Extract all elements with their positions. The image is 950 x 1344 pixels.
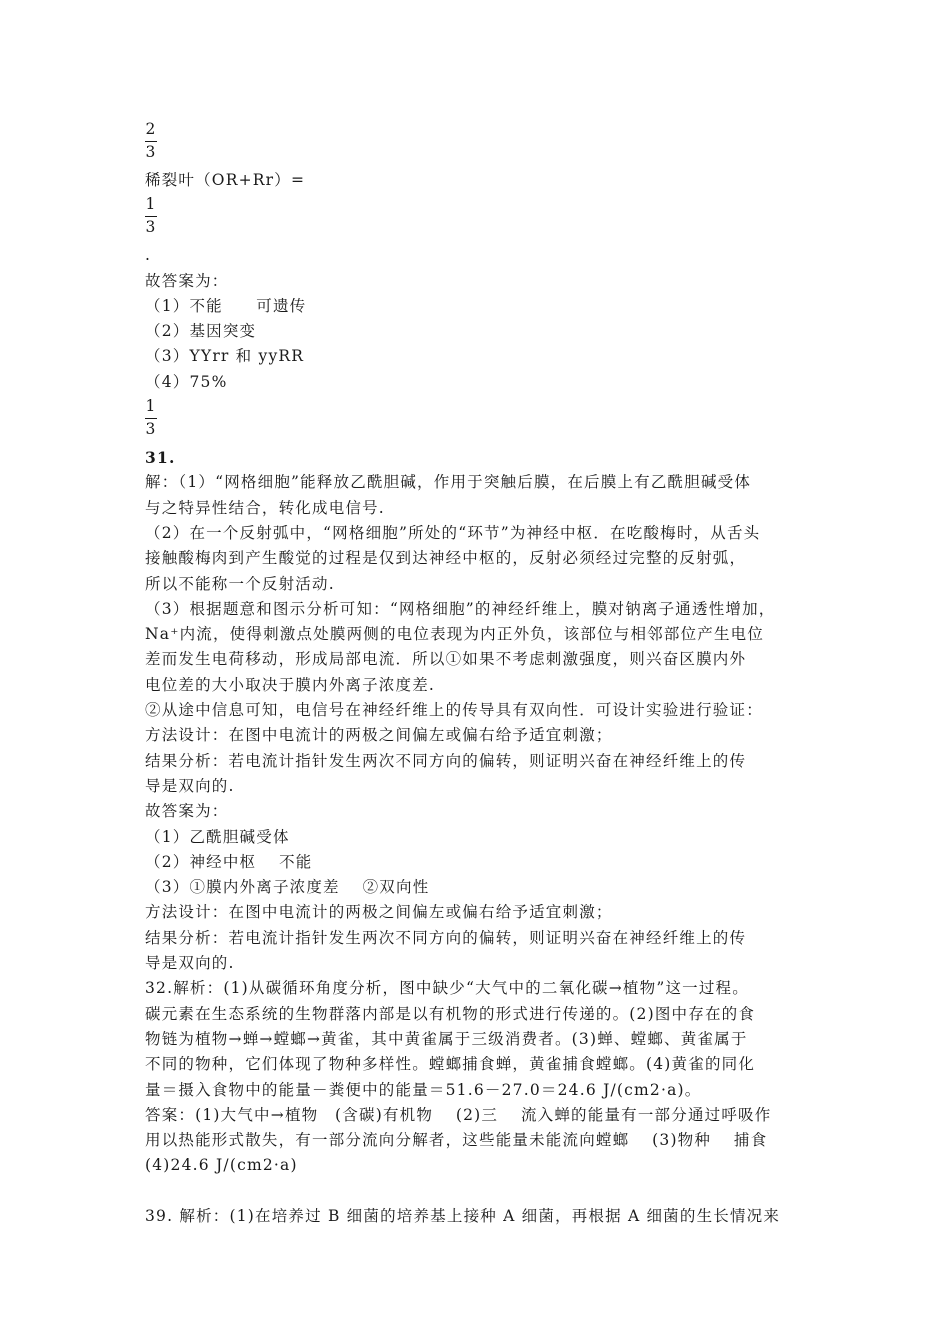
- q31-line: 电位差的大小取决于膜内外离子浓度差.: [145, 675, 436, 694]
- q32-line: (4)24.6 J/(cm2·a): [145, 1156, 298, 1175]
- q32-line: 不同的物种，它们体现了物种多样性。螳螂捕食蝉，黄雀捕食螳螂。(4)黄雀的同化: [145, 1055, 756, 1074]
- fraction-denominator: 3: [145, 142, 157, 161]
- fraction-denominator: 3: [145, 217, 157, 236]
- q31-line: 差而发生电荷移动，形成局部电流．所以①如果不考虑刺激强度，则兴奋区膜内外: [145, 650, 747, 669]
- q30-answer-heading: 故答案为：: [145, 271, 229, 290]
- q31-line: （2）神经中枢 不能: [145, 852, 313, 871]
- q32-line: 答案：(1)大气中→植物 (含碳)有机物 (2)三 流入蝉的能量有一部分通过呼吸作: [145, 1105, 772, 1124]
- q31-line: 所以不能称一个反射活动.: [145, 574, 335, 593]
- q32-line: 用以热能形式散失，有一部分流向分解者，这些能量未能流向螳螂 (3)物种 捕食: [145, 1131, 768, 1150]
- period-line: .: [145, 246, 152, 265]
- fraction-denominator: 3: [145, 419, 157, 438]
- fraction-numerator: 1: [145, 195, 157, 214]
- q31-line: 方法设计：在图中电流计的两极之间偏左或偏右给予适宜刺激；: [145, 726, 613, 745]
- q31-line: （3）①膜内外离子浓度差 ②双向性: [145, 878, 430, 897]
- q31-line: 结果分析：若电流计指针发生两次不同方向的偏转，则证明兴奋在神经纤维上的传: [145, 928, 747, 947]
- fraction-one-third: [145, 193, 810, 243]
- q31-line: Na⁺内流，使得刺激点处膜两侧的电位表现为内正外负，该部位与相邻部位产生电位: [145, 625, 765, 644]
- q30-answer-3: （3）YYrr 和 yyRR: [145, 347, 305, 366]
- q31-line: （1）乙酰胆碱受体: [145, 827, 290, 846]
- q31-line: ②从途中信息可知，电信号在神经纤维上的传导具有双向性．可设计实验进行验证：: [145, 701, 763, 720]
- q31-number: 31.: [145, 448, 176, 468]
- q32-line: 碳元素在生态系统的生物群落内部是以有机物的形式进行传递的。(2)图中存在的食: [145, 1004, 756, 1023]
- q30-answer-2: （2）基因突变: [145, 322, 257, 341]
- answer-page: [145, 118, 810, 1229]
- q31-line: 导是双向的.: [145, 776, 235, 795]
- fraction-numerator: 2: [145, 120, 157, 138]
- q30-answer-4: （4）75%: [145, 372, 228, 391]
- q32-line: 物链为植物→蝉→螳螂→黄雀，其中黄雀属于三级消费者。(3)蝉、螳螂、黄雀属于: [145, 1029, 748, 1048]
- q31-line: 导是双向的.: [145, 954, 235, 973]
- q31-line: 解：（1）“网格细胞”能释放乙酰胆碱，作用于突触后膜，在后膜上有乙酰胆碱受体: [145, 473, 752, 492]
- q30-answer-1: （1）不能 可遗传: [145, 296, 307, 315]
- q31-line: 故答案为：: [145, 802, 229, 821]
- q39-line: 39. 解析：(1)在培养过 B 细菌的培养基上接种 A 细菌，再根据 A 细菌的生长情况来: [145, 1206, 781, 1225]
- q31-line: 与之特异性结合，转化成电信号.: [145, 498, 385, 517]
- q31-line: （3）根据题意和图示分析可知：“网格细胞”的神经纤维上，膜对钠离子通透性增加，: [145, 599, 776, 618]
- xilieye-line: 稀裂叶（OR+Rr）=: [145, 171, 306, 189]
- q32-line: 量＝摄入食物中的能量－粪便中的能量＝51.6－27.0＝24.6 J/(cm2·a)。: [145, 1080, 702, 1099]
- fraction-two-thirds: [145, 118, 810, 168]
- fraction-numerator: 1: [145, 397, 157, 416]
- q31-line: （2）在一个反射弧中，“网格细胞”所处的“环节”为神经中枢．在吃酸梅时，从舌头: [145, 523, 761, 542]
- q32-line: 32.解析：(1)从碳循环角度分析，图中缺少“大气中的二氧化碳→植物”这一过程。: [145, 979, 749, 998]
- q31-line: 接触酸梅肉到产生酸觉的过程是仅到达神经中枢的，反射必须经过完整的反射弧，: [145, 549, 747, 568]
- fraction-one-third-answer: [145, 395, 810, 445]
- q31-line: 结果分析：若电流计指针发生两次不同方向的偏转，则证明兴奋在神经纤维上的传: [145, 751, 747, 770]
- q31-line: 方法设计：在图中电流计的两极之间偏左或偏右给予适宜刺激；: [145, 903, 613, 922]
